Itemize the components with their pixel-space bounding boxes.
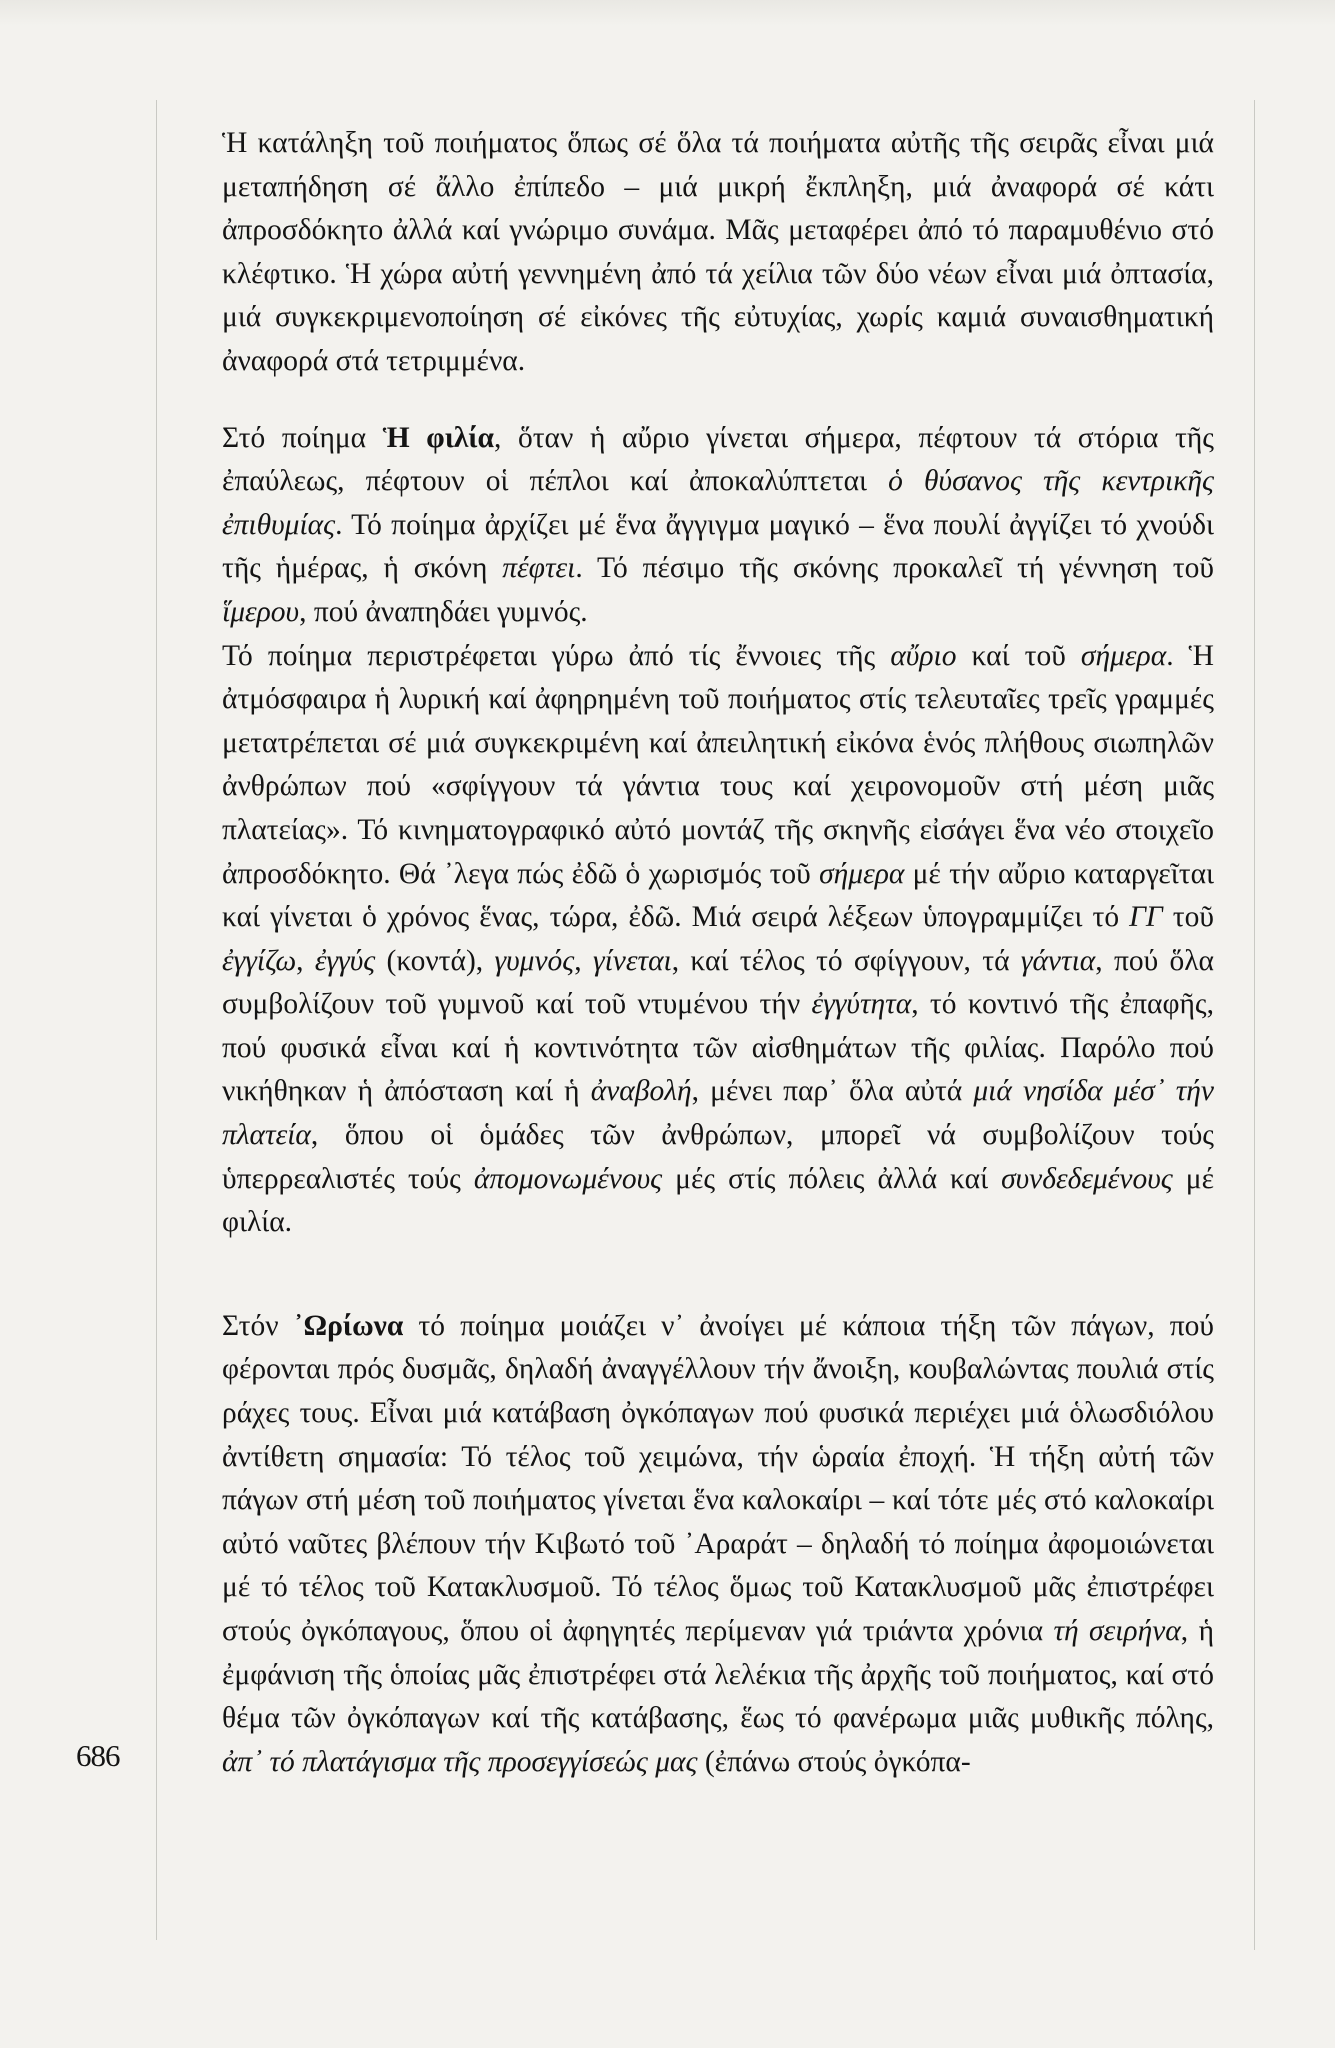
text-run: μές στίς πόλεις ἀλλά καί [662,1162,1002,1195]
italic-phrase: συνδεδεμένους [1001,1162,1173,1195]
italic-phrase: ΓΓ [1129,901,1163,934]
page-top-shadow [0,0,1335,26]
italic-phrase: ὁ θύσανος τῆς κεντρικῆς ἐπιθυμίας [222,465,1214,541]
italic-phrase: μιά νησίδα μέσ᾽ τήν πλατεία [222,1075,1214,1152]
italic-phrase: σήμερα [1080,639,1167,672]
italic-phrase: αὔριο [890,639,957,672]
text-run: μέ τήν αὔριο καταργεῖται καί γίνεται ὁ χρόνος ἕνας, τώρα, ἐδῶ. Μιά σειρά λέξεων ὑπογραμμίζει τό [222,857,1214,934]
italic-phrase: ἀναβολή [590,1075,692,1108]
text-run: , ὅταν ἡ αὔριο γίνεται σήμερα, πέφτουν τά στόρια τῆς ἐπαύλεως, πέφτουν οἱ πέπλοι καί ἀποκαλύπτεται [222,421,1214,498]
text-run: μέ φιλία. [222,1162,1214,1239]
italic-phrase: τή σειρήνα [1053,1615,1181,1647]
text-run: , [574,944,593,977]
text-run: Ἡ κατάληξη τοῦ ποιήματος ὅπως σέ ὅλα τά ποιήματα αὐτῆς τῆς σειρᾶς εἶναι μιά μεταπήδηση σέ ἄλλο ἐπίπεδο – μιά μικρή ἔκπληξη, μιά ἀναφορά σέ κάτι ἀπροσδόκητο ἀλλά καί γνώριμο συνάμα. Μᾶς μεταφέρει ἀπό τό παραμυθένιο στό κλέφτικο. Ἡ χώρα αὐτή γεννημένη ἀπό τά χείλια τῶν δύο νέων εἶναι μιά ὀπτασία, μιά συγκεκριμενοποίηση σέ εἰκόνες τῆς εὐτυχίας, χωρίς καμιά συναισθηματική ἀναφορά στά τετριμμένα. [222,127,1214,377]
italic-phrase: γυμνός [494,944,575,977]
bold-title: ᾽Ωρίωνα [293,1309,404,1342]
bold-title: Ἡ φιλία [382,421,494,454]
text-run: (κοντά), [375,944,495,977]
text-run: τοῦ [1162,901,1214,934]
text-run: . Τό πέσιμο τῆς σκόνης προκαλεῖ τή γέννηση τοῦ [575,552,1215,585]
text-run: , τό κοντινό τῆς ἐπαφῆς, πού φυσικά εἶναι καί ἡ κοντινότητα τῶν αἰσθημάτων τῆς φιλίας. Παρόλο πού νικήθηκαν ἡ ἀπόσταση καί ἡ [222,988,1214,1108]
text-run: , ἡ ἐμφάνιση τῆς ὁποίας μᾶς ἐπιστρέφει στά λελέκια τῆς ἀρχῆς τοῦ ποιήματος, καί στό θέμα τῶν ὀγκόπαγων καί τῆς κατάβασης, ἕως τό φανέρωμα μιᾶς μυθικῆς πόλης, [222,1615,1214,1735]
paragraph-4 [222,1305,1214,1785]
italic-phrase: πέφτει [502,552,576,585]
paragraph-1 [222,122,1214,384]
italic-phrase: ἀπ᾽ τό πλατάγισμα τῆς προσεγγίσεώς μας [222,1745,698,1778]
text-run: , πού ὅλα συμβολίζουν τοῦ γυμνοῦ καί τοῦ ντυμένου τήν [222,944,1215,1021]
left-margin-rule [156,100,157,1940]
text-run: Στόν [222,1309,294,1342]
italic-phrase: ἐγγίζω [222,944,297,977]
italic-phrase: γάντια [1020,944,1096,977]
paragraph-3 [222,635,1214,1245]
text-run: . Ἡ ἀτμόσφαιρα ἡ λυρική καί ἀφηρημένη τοῦ ποιήματος στίς τελευταῖες τρεῖς γραμμές μετατρέπεται σέ μιά συγκεκριμένη καί ἀπειλητική εἰκόνα ἑνός πλήθους σιωπηλῶν ἀνθρώπων πού «σφίγγουν τά γάντια τους καί χειρονομοῦν στή μέση μιᾶς πλατείας». Τό κινηματογραφικό αὐτό μοντάζ τῆς σκηνῆς εἰσάγει ἕνα νέο στοιχεῖο ἀπροσδόκητο. Θά ᾽λεγα πώς ἐδῶ ὁ χωρισμός τοῦ [222,639,1214,890]
italic-phrase: ἐγγύτητα [811,988,912,1021]
text-run: , πού ἀναπηδάει γυμνός. [299,595,588,628]
page-number: 686 [76,1738,120,1773]
text-run: , [296,944,315,977]
text-run: , μένει παρ᾽ ὅλα αὐτά [691,1075,974,1108]
text-run: καί τοῦ [956,639,1081,672]
paragraph-2 [222,417,1214,635]
italic-phrase: ἀπομονωμένους [473,1162,663,1195]
text-run: , ὅπου οἱ ὁμάδες τῶν ἀνθρώπων, μπορεῖ νά συμβολίζουν τούς ὑπερρεαλιστές τούς [222,1119,1214,1195]
text-run: , καί τέλος τό σφίγγουν, τά [671,944,1021,977]
text-run: . Τό ποίημα ἀρχίζει μέ ἕνα ἄγγιγμα μαγικό – ἕνα πουλί ἀγγίζει τό χνούδι τῆς ἡμέρας, ἡ σκόνη [222,508,1214,585]
italic-phrase: ἵμερου [222,595,300,628]
text-run: Στό ποίημα [222,421,383,454]
italic-phrase: γίνεται [592,944,672,977]
italic-phrase: σήμερα [819,857,905,890]
body-text [222,122,1214,1784]
text-run: Τό ποίημα περιστρέφεται γύρω ἀπό τίς ἔννοιες τῆς [222,639,891,672]
text-run: (ἐπάνω στούς ὀγκόπα- [697,1745,971,1778]
text-run: τό ποίημα μοιάζει ν᾽ ἀνοίγει μέ κάποια τήξη τῶν πάγων, πού φέρονται πρός δυσμᾶς, δηλαδή ἀναγγέλλουν τήν ἄνοιξη, κουβαλώντας πουλιά στίς ράχες τους. Εἶναι μιά κατάβαση ὀγκόπαγων πού φυσικά περιέχει μιά ὁλωσδιόλου ἀντίθετη σημασία: Τό τέλος τοῦ χειμώνα, τήν ὡραία ἐποχή. Ἡ τήξη αὐτή τῶν πάγων στή μέση τοῦ ποιήματος γίνεται ἕνα καλοκαίρι – καί τότε μές στό καλοκαίρι αὐτό ναῦτες βλέπουν τήν Κιβωτό τοῦ ᾽Αραράτ – δηλαδή τό ποίημα ἀφομοιώνεται μέ τό τέλος τοῦ Κατακλυσμοῦ. Τό τέλος ὅμως τοῦ Κατακλυσμοῦ μᾶς ἐπιστρέφει στούς ὀγκόπαγους, ὅπου οἱ ἀφηγητές περίμεναν γιά τριάντα χρόνια [222,1309,1214,1647]
right-margin-rule [1254,100,1255,1950]
italic-phrase: ἐγγύς [314,944,376,977]
